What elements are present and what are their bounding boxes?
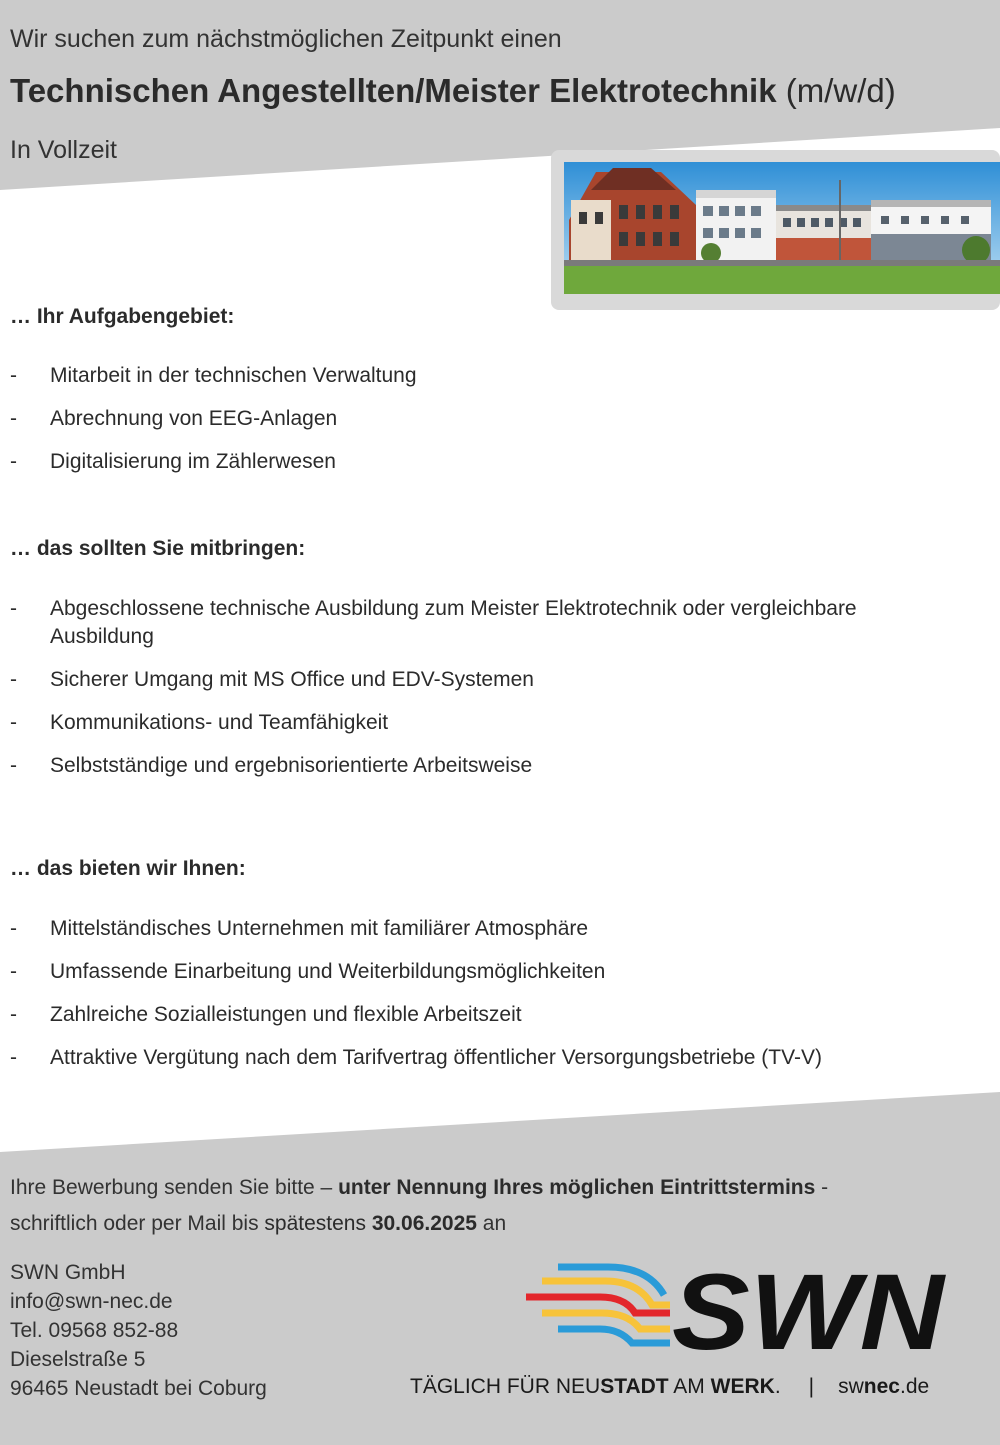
application-emphasis: unter Nennung Ihres möglichen Eintrittstermins	[338, 1176, 816, 1199]
list-item: - Umfassende Einarbeitung und Weiterbildungsmöglichkeiten	[0, 958, 930, 1001]
dash-bullet: -	[10, 668, 17, 691]
list-item: - Attraktive Vergütung nach dem Tarifvertrag öffentlicher Versorgungsbetriebe (TV-V)	[0, 1044, 930, 1087]
dash-bullet: -	[10, 754, 17, 777]
logo-wordmark: SWN	[672, 1255, 947, 1360]
contact-email[interactable]: info@swn-nec.de	[10, 1290, 173, 1313]
website-link[interactable]: swnec.de	[838, 1375, 930, 1398]
contact-block	[10, 1258, 267, 1403]
list-item: - Abrechnung von EEG-Anlagen	[0, 405, 930, 448]
list-item: - Kommunikations- und Teamfähigkeit	[0, 709, 930, 737]
list-item: - Sicherer Umgang mit MS Office und EDV-Systemen	[0, 666, 930, 694]
dash-bullet: -	[10, 450, 17, 473]
dash-bullet: -	[10, 1003, 17, 1026]
requirements-list	[0, 595, 930, 795]
tasks-heading: … Ihr Aufgabengebiet:	[10, 305, 235, 328]
contact-phone: Tel. 09568 852-88	[10, 1319, 179, 1342]
list-item: - Mittelständisches Unternehmen mit familiärer Atmosphäre	[0, 915, 930, 958]
company-name: SWN GmbH	[10, 1261, 126, 1284]
tasks-list	[0, 362, 930, 491]
dash-bullet: -	[10, 917, 17, 940]
dash-bullet: -	[10, 597, 17, 620]
contact-city: 96465 Neustadt bei Coburg	[10, 1377, 267, 1400]
employment-type: In Vollzeit	[10, 136, 118, 164]
contact-street: Dieselstraße 5	[10, 1348, 146, 1371]
dash-bullet: -	[10, 1046, 17, 1069]
job-title-suffix: (m/w/d)	[785, 72, 896, 109]
job-title-main: Technischen Angestellten/Meister Elektrotechnik	[10, 72, 777, 109]
job-title	[10, 72, 896, 110]
list-item: - Abgeschlossene technische Ausbildung zum Meister Elektrotechnik oder vergleichbare Ausbildung	[10, 597, 857, 648]
dash-bullet: -	[10, 364, 17, 387]
building-photo	[551, 150, 1000, 310]
swn-logo	[520, 1255, 950, 1360]
list-item: - Mitarbeit in der technischen Verwaltung	[0, 362, 930, 405]
tagline-separator: |	[808, 1375, 815, 1398]
deadline-date: 30.06.2025	[371, 1212, 477, 1235]
dash-bullet: -	[10, 960, 17, 983]
tagline: TÄGLICH FÜR NEUSTADT AM WERK. | swnec.de	[410, 1375, 930, 1398]
dash-bullet: -	[10, 407, 17, 430]
offer-heading: … das bieten wir Ihnen:	[10, 857, 246, 880]
intro-text: Wir suchen zum nächstmöglichen Zeitpunkt einen	[10, 25, 562, 53]
list-item: - Selbstständige und ergebnisorientierte Arbeitsweise	[0, 752, 930, 780]
list-item: - Digitalisierung im Zählerwesen	[0, 448, 930, 491]
offer-list	[0, 915, 930, 1087]
requirements-heading: … das sollten Sie mitbringen:	[10, 537, 306, 560]
list-item: - Zahlreiche Sozialleistungen und flexible Arbeitszeit	[0, 1001, 930, 1044]
dash-bullet: -	[10, 711, 17, 734]
application-note: Ihre Bewerbung senden Sie bitte – unter Nennung Ihres möglichen Eintrittstermins - schriftlich oder per Mail bis spätestens 30.06.2025 an	[10, 1176, 829, 1235]
